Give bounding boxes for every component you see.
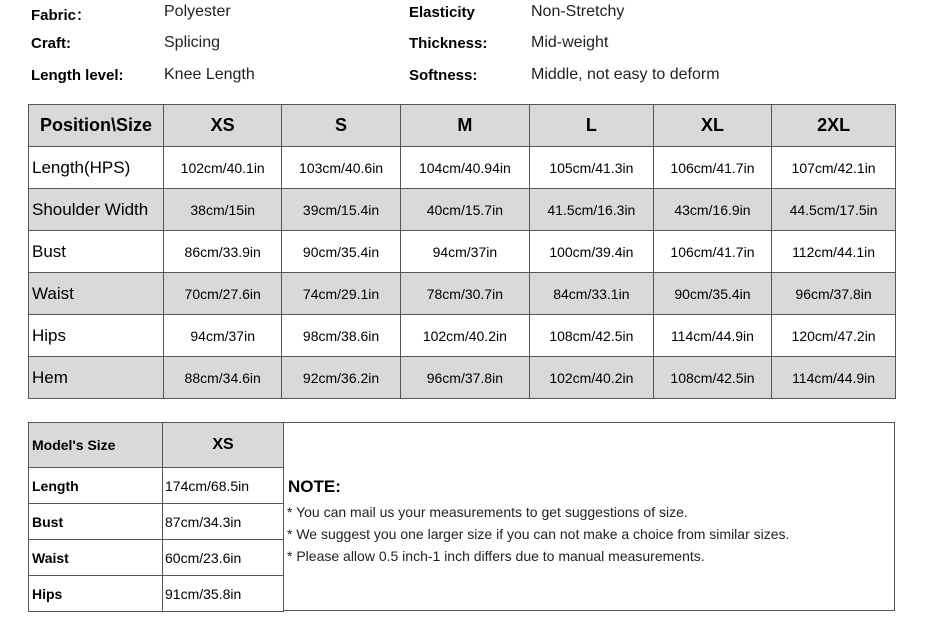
product-attributes	[0, 0, 938, 100]
table-cell: 108cm/42.5in	[653, 357, 771, 399]
table-cell: 94cm/37in	[164, 315, 282, 357]
thickness-value: Mid-weight	[531, 34, 609, 51]
table-cell: 88cm/34.6in	[164, 357, 282, 399]
table-cell: 96cm/37.8in	[772, 273, 896, 315]
length-level-label: Length level:	[31, 67, 124, 84]
table-cell: 78cm/30.7in	[400, 273, 529, 315]
table-cell: 40cm/15.7in	[400, 189, 529, 231]
table-cell: 112cm/44.1in	[772, 231, 896, 273]
fabric-label: Fabric：	[31, 7, 92, 24]
table-cell: 103cm/40.6in	[282, 147, 400, 189]
size-header-row	[29, 105, 896, 147]
note-title: NOTE:	[288, 477, 341, 496]
model-size-header: Model's Size	[29, 423, 163, 468]
model-size-table	[28, 422, 284, 612]
model-row-value: 174cm/68.5in	[163, 468, 284, 504]
model-size-value: XS	[163, 423, 284, 468]
thickness-label: Thickness:	[409, 35, 488, 52]
table-cell: 114cm/44.9in	[653, 315, 771, 357]
size-header-m: M	[400, 105, 529, 147]
table-cell: 114cm/44.9in	[772, 357, 896, 399]
table-cell: 107cm/42.1in	[772, 147, 896, 189]
corner-header: Position\Size	[29, 105, 164, 147]
table-cell: 106cm/41.7in	[653, 147, 771, 189]
table-cell: 102cm/40.2in	[529, 357, 653, 399]
fabric-value: Polyester	[164, 3, 231, 20]
note-line: * Please allow 0.5 inch-1 inch differs due to manual measurements.	[287, 548, 705, 564]
table-cell: 43cm/16.9in	[653, 189, 771, 231]
table-cell: 41.5cm/16.3in	[529, 189, 653, 231]
table-cell: 90cm/35.4in	[653, 273, 771, 315]
table-cell: 108cm/42.5in	[529, 315, 653, 357]
size-header-xs: XS	[164, 105, 282, 147]
size-header-s: S	[282, 105, 400, 147]
table-cell: 90cm/35.4in	[282, 231, 400, 273]
model-row-value: 91cm/35.8in	[163, 576, 284, 612]
softness-value: Middle, not easy to deform	[531, 66, 720, 83]
table-cell: 102cm/40.2in	[400, 315, 529, 357]
table-cell: 70cm/27.6in	[164, 273, 282, 315]
size-header-xl: XL	[653, 105, 771, 147]
model-row-label: Length	[29, 468, 163, 504]
softness-label: Softness:	[409, 67, 478, 84]
size-header-2xl: 2XL	[772, 105, 896, 147]
model-header-row	[29, 423, 284, 468]
table-row	[29, 273, 896, 315]
table-row	[29, 147, 896, 189]
model-row-label: Hips	[29, 576, 163, 612]
size-chart-table	[28, 104, 896, 399]
table-row	[29, 504, 284, 540]
table-cell: 38cm/15in	[164, 189, 282, 231]
table-row	[29, 468, 284, 504]
craft-label: Craft:	[31, 35, 71, 52]
row-label: Waist	[29, 273, 164, 315]
table-cell: 104cm/40.94in	[400, 147, 529, 189]
model-row-label: Bust	[29, 504, 163, 540]
table-row	[29, 540, 284, 576]
table-cell: 94cm/37in	[400, 231, 529, 273]
table-cell: 105cm/41.3in	[529, 147, 653, 189]
elasticity-label: Elasticity	[409, 4, 475, 21]
table-cell: 120cm/47.2in	[772, 315, 896, 357]
table-cell: 74cm/29.1in	[282, 273, 400, 315]
table-cell: 44.5cm/17.5in	[772, 189, 896, 231]
model-row-label: Waist	[29, 540, 163, 576]
table-row	[29, 189, 896, 231]
table-cell: 102cm/40.1in	[164, 147, 282, 189]
table-cell: 96cm/37.8in	[400, 357, 529, 399]
row-label: Hem	[29, 357, 164, 399]
table-cell: 92cm/36.2in	[282, 357, 400, 399]
table-row	[29, 231, 896, 273]
row-label: Length(HPS)	[29, 147, 164, 189]
note-box	[284, 422, 895, 611]
row-label: Bust	[29, 231, 164, 273]
table-cell: 106cm/41.7in	[653, 231, 771, 273]
size-header-l: L	[529, 105, 653, 147]
model-row-value: 60cm/23.6in	[163, 540, 284, 576]
model-row-value: 87cm/34.3in	[163, 504, 284, 540]
table-cell: 84cm/33.1in	[529, 273, 653, 315]
note-line: * You can mail us your measurements to get suggestions of size.	[287, 504, 688, 520]
table-cell: 39cm/15.4in	[282, 189, 400, 231]
table-row	[29, 576, 284, 612]
table-row	[29, 357, 896, 399]
table-cell: 86cm/33.9in	[164, 231, 282, 273]
craft-value: Splicing	[164, 34, 221, 51]
table-cell: 98cm/38.6in	[282, 315, 400, 357]
table-row	[29, 315, 896, 357]
row-label: Hips	[29, 315, 164, 357]
table-cell: 100cm/39.4in	[529, 231, 653, 273]
row-label: Shoulder Width	[29, 189, 164, 231]
length-level-value: Knee Length	[164, 66, 255, 83]
note-line: * We suggest you one larger size if you can not make a choice from similar sizes.	[287, 526, 790, 542]
elasticity-value: Non-Stretchy	[531, 3, 625, 20]
